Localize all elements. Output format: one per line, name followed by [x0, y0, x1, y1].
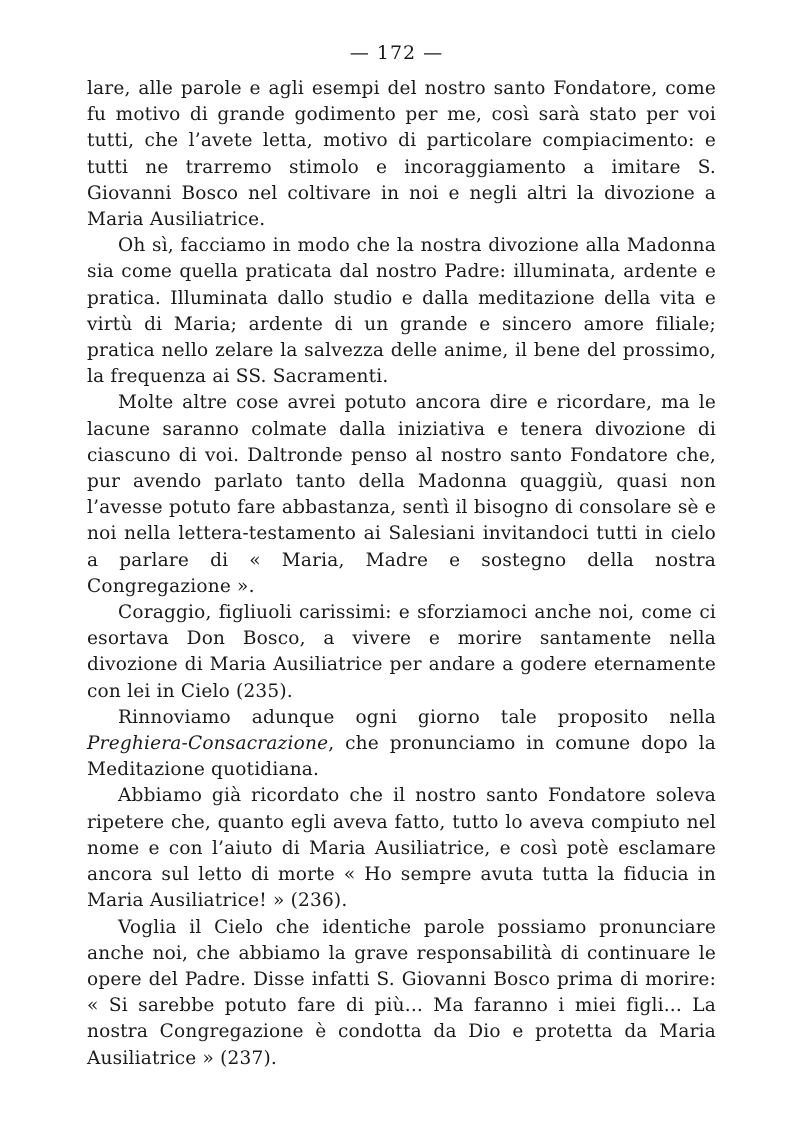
paragraph: [87, 705, 716, 784]
paragraph: [87, 783, 716, 914]
paragraph-text: Oh sì, facciamo in modo che la nostra divozione alla Madonna sia come quella praticata dal nostro Padre: illuminata, ardente e pratica. Illuminata dallo studio e dalla meditazione della vita e virtù di Maria; ardente di un grande e sincero amore filiale; pratica nello zelare la salvezza delle anime, il bene del prossimo, la frequenza ai SS. Sacramenti.: [87, 235, 716, 388]
paragraph-text: Coraggio, figliuoli carissimi: e sforziamoci anche noi, come ci esortava Don Bosco, a vivere e morire santamente nella divozione di Maria Ausiliatrice per andare a godere eternamente con lei in Cielo (235).: [87, 602, 716, 702]
paragraph: [87, 76, 716, 233]
page-number: — 172 —: [349, 42, 444, 64]
paragraph-text: lare, alle parole e agli esempi del nostro santo Fondatore, come fu motivo di grande godimento per me, così sarà stato per voi tutti, che l’avete letta, motivo di particolare compiacimento: e tutti ne trarremo stimolo e incoraggiamento a imitare S. Giovanni Bosco nel coltivare in noi e negli altri la divozione a Maria Ausiliatrice.: [87, 78, 716, 231]
italic-text: Preghiera-Consacrazione: [87, 733, 329, 755]
body-text: [87, 76, 716, 1072]
paragraph: [87, 915, 716, 1072]
paragraph-text: Voglia il Cielo che identiche parole possiamo pronunciare anche noi, che abbiamo la grave responsabilità di continuare le opere del Padre. Disse infatti S. Giovanni Bosco prima di morire: « Si sarebbe potuto fare di più... Ma faranno i miei figli... La nostra Congregazione è condotta da Dio e protetta da Maria Ausiliatrice » (237).: [87, 916, 716, 1069]
paragraph: [87, 600, 716, 705]
paragraph-text: Molte altre cose avrei potuto ancora dire e ricordare, ma le lacune saranno colmate dalla iniziativa e tenera divozione di ciascuno di voi. Daltronde penso al nostro santo Fondatore che, pur avendo parlato tanto della Madonna quaggiù, quasi non l’avesse potuto fare abbastanza, sentì il bisogno di consolare sè e noi nella lettera-testamento ai Salesiani invitandoci tutti in cielo a parlare di « Maria, Madre e sostegno della nostra Congregazione ».: [87, 392, 716, 597]
paragraph: [87, 390, 716, 600]
paragraph-text: Rinnoviamo adunque ogni giorno tale proposito nella: [118, 706, 716, 728]
paragraph-text: Abbiamo già ricordato che il nostro santo Fondatore soleva ripetere che, quanto egli aveva fatto, tutto lo aveva compiuto nel nome e con l’aiuto di Maria Ausiliatrice, e così potè esclamare ancora sul letto di morte « Ho sempre avuta tutta la fiducia in Maria Ausiliatrice! » (236).: [87, 785, 716, 912]
paragraph-text: , che pronunciamo in comune dopo la Meditazione quotidiana.: [87, 733, 716, 781]
paragraph: [87, 233, 716, 390]
